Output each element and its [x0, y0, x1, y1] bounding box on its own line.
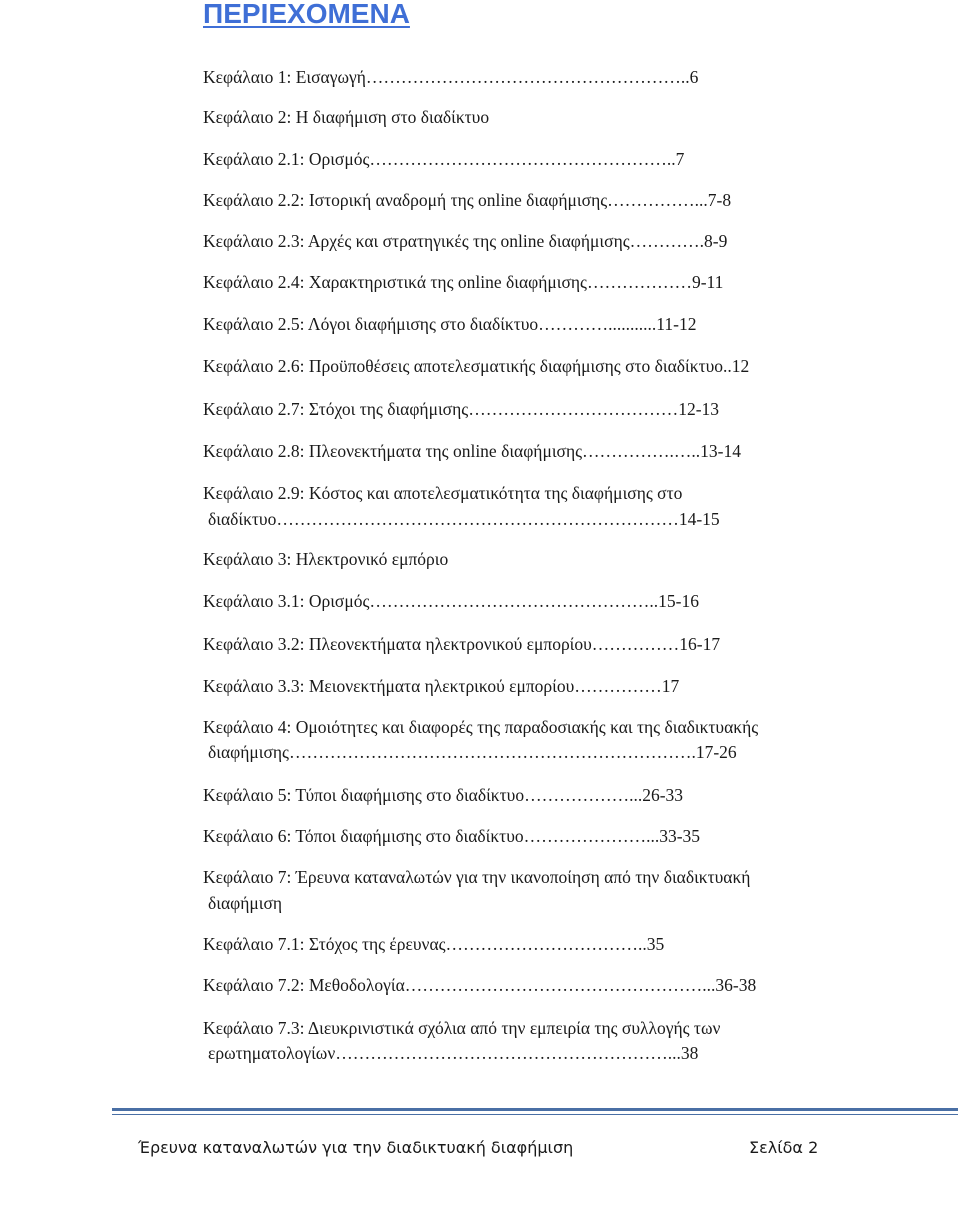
- toc-entry-chapter-2-1[interactable]: Κεφάλαιο 2.1: Ορισμός……………………………………………..7: [203, 149, 685, 169]
- footer-divider: [112, 1108, 958, 1111]
- toc-entry-chapter-7-3[interactable]: Κεφάλαιο 7.3: Διευκρινιστικά σχόλια από την εμπειρία της συλλογής των: [203, 1018, 721, 1038]
- toc-entry-chapter-2-4[interactable]: Κεφάλαιο 2.4: Χαρακτηριστικά της online διαφήμισης………………9-11: [203, 272, 724, 292]
- toc-entry-chapter-2[interactable]: Κεφάλαιο 2: Η διαφήμιση στο διαδίκτυο: [203, 107, 490, 127]
- toc-entry-chapter-2-3[interactable]: Κεφάλαιο 2.3: Αρχές και στρατηγικές της online διαφήμισης………….8-9: [203, 231, 728, 251]
- toc-entry-chapter-1[interactable]: Κεφάλαιο 1: Εισαγωγή………………………………………………..6: [203, 67, 699, 87]
- toc-entry-chapter-2-8[interactable]: Κεφάλαιο 2.8: Πλεονεκτήματα της online διαφήμισης…………….…..13-14: [203, 441, 742, 461]
- toc-entry-chapter-4[interactable]: Κεφάλαιο 4: Ομοιότητες και διαφορές της παραδοσιακής και της διαδικτυακής: [203, 717, 759, 737]
- toc-entry-chapter-2-9[interactable]: Κεφάλαιο 2.9: Κόστος και αποτελεσματικότητα της διαφήμισης στο: [203, 483, 683, 503]
- toc-entry-chapter-7-3-continued[interactable]: ερωτηματολογίων…………………………………………………...38: [208, 1043, 699, 1063]
- toc-entry-chapter-2-7[interactable]: Κεφάλαιο 2.7: Στόχοι της διαφήμισης………………………………12-13: [203, 399, 720, 419]
- footer-page-number: Σελίδα 2: [749, 1138, 819, 1157]
- toc-entry-chapter-2-9-continued[interactable]: διαδίκτυο……………………………………………………………14-15: [208, 509, 720, 529]
- toc-entry-chapter-3-2[interactable]: Κεφάλαιο 3.2: Πλεονεκτήματα ηλεκτρονικού εμπορίου……………16-17: [203, 634, 721, 654]
- toc-entry-chapter-6[interactable]: Κεφάλαιο 6: Τόποι διαφήμισης στο διαδίκτυο…………………...33-35: [203, 826, 701, 846]
- toc-entry-chapter-7-2[interactable]: Κεφάλαιο 7.2: Μεθοδολογία……………………………………………...36-38: [203, 975, 757, 995]
- footer-divider-thin: [112, 1114, 958, 1115]
- page-title: ΠΕΡΙΕΧΟΜΕΝΑ: [203, 0, 410, 29]
- footer-document-title: Έρευνα καταναλωτών για την διαδικτυακή διαφήμιση: [138, 1138, 574, 1157]
- toc-entry-chapter-3-1[interactable]: Κεφάλαιο 3.1: Ορισμός…………………………………………..15-16: [203, 591, 700, 611]
- toc-entry-chapter-3[interactable]: Κεφάλαιο 3: Ηλεκτρονικό εμπόριο: [203, 549, 449, 569]
- toc-entry-chapter-3-3[interactable]: Κεφάλαιο 3.3: Μειονεκτήματα ηλεκτρικού εμπορίου……………17: [203, 676, 680, 696]
- toc-entry-chapter-7[interactable]: Κεφάλαιο 7: Έρευνα καταναλωτών για την ικανοποίηση από την διαδικτυακή: [203, 867, 751, 887]
- toc-entry-chapter-4-continued[interactable]: διαφήμισης…………………………………………………………….17-26: [208, 742, 737, 762]
- toc-entry-chapter-7-1[interactable]: Κεφάλαιο 7.1: Στόχος της έρευνας……………………………..35: [203, 934, 665, 954]
- toc-entry-chapter-2-6[interactable]: Κεφάλαιο 2.6: Προϋποθέσεις αποτελεσματικής διαφήμισης στο διαδίκτυο..12: [203, 356, 750, 376]
- toc-entry-chapter-2-2[interactable]: Κεφάλαιο 2.2: Ιστορική αναδρομή της online διαφήμισης……………...7-8: [203, 190, 732, 210]
- toc-entry-chapter-2-5[interactable]: Κεφάλαιο 2.5: Λόγοι διαφήμισης στο διαδίκτυο…………...........11-12: [203, 314, 697, 334]
- toc-entry-chapter-5[interactable]: Κεφάλαιο 5: Τύποι διαφήμισης στο διαδίκτυο………………...26-33: [203, 785, 684, 805]
- toc-entry-chapter-7-continued[interactable]: διαφήμιση: [208, 893, 283, 913]
